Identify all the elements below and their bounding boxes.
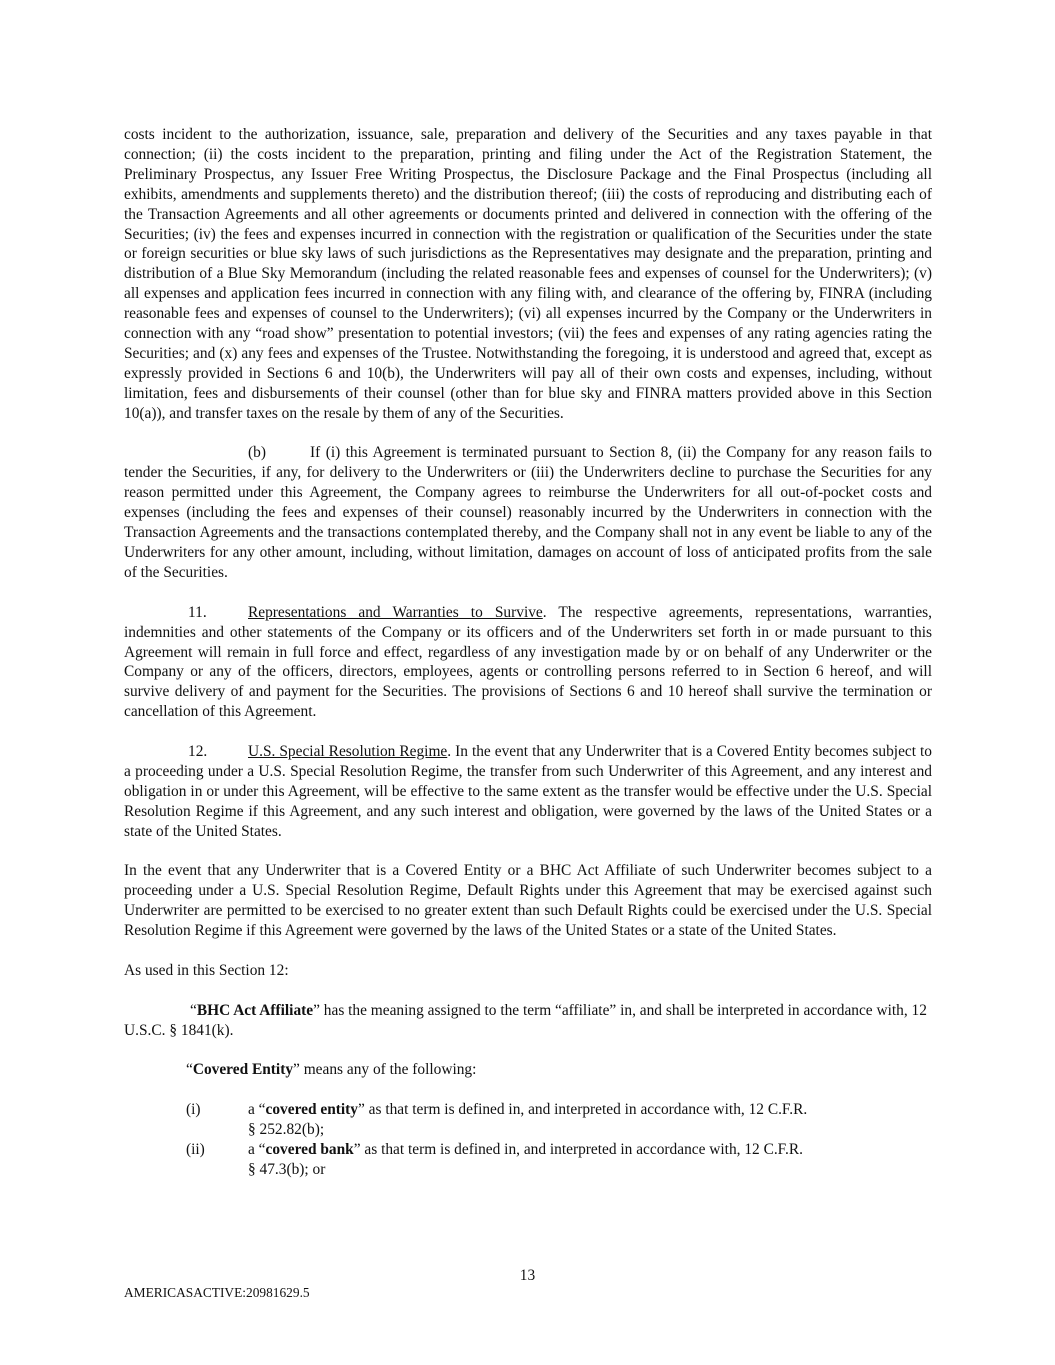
- definition-covered-text: ” means any of the following:: [293, 1061, 477, 1079]
- list-item-ii-line2: § 47.3(b); or: [248, 1161, 326, 1178]
- definition-bhc-open-quote: “: [190, 1001, 197, 1019]
- section-11-number: 11.: [188, 603, 207, 621]
- list-item-ii-term: covered bank: [265, 1141, 354, 1159]
- list-item-ii: [124, 1140, 932, 1180]
- list-item-i-line1: [248, 1100, 932, 1120]
- page-number: 13: [519, 1267, 536, 1284]
- section-11-text: . The respective agreements, representations, warranties, indemnities and other statements of the Company or its officers and of the Underwriters set forth in or made pursuant to this Agreement will remain in full force and effect, regardless of any investigation made by or on behalf of any Underwriter or the Company or any of the officers, directors, employees, agents or controlling persons referred to in Section 6 hereof, and will survive delivery of and payment for the Securities. The provisions of Sections 6 and 10 hereof shall survive the termination or cancellation of this Agreement.: [124, 603, 933, 721]
- paragraph-b-text: If (i) this Agreement is terminated pursuant to Section 8, (ii) the Company for any reason fails to tender the Securities, if any, for delivery to the Underwriters or (iii) the Underwriters decline to purchase the Securities for any reason permitted under this Agreement, the Company agrees to reimburse the Underwriters for all out-of-pocket costs and expenses (including the fees and expenses of their counsel) reasonably incurred by the Underwriters in connection with the Transaction Agreements and the transactions contemplated thereby, and the Company shall not in any event be liable to any of the Underwriters for any other amount, including, without limitation, damages on account of loss of anticipated profits from the sale of the Securities.: [124, 444, 932, 581]
- section-12-text: . In the event that any Underwriter that is a Covered Entity becomes subject to a proceeding under a U.S. Special Resolution Regime, the transfer from such Underwriter of this Agreement, and any interest and obligation in or under this Agreement, will be effective to the same extent as the transfer would be effective under the U.S. Special Resolution Regime if this Agreement, and any such interest and obligation, were governed by the laws of the United States or a state of the United States.: [124, 743, 932, 840]
- section-11: [124, 603, 932, 722]
- definition-bhc-term: BHC Act Affiliate: [196, 1001, 314, 1019]
- definition-covered-entity: [124, 1060, 932, 1080]
- definition-bhc-act-affiliate: [124, 1001, 932, 1041]
- paragraph-b: [124, 443, 932, 582]
- definition-bhc-text: ” has the meaning assigned to the term “affiliate” in, and shall be interpreted in accordance with, 12 U.S.C. § 1841(k).: [124, 1001, 927, 1039]
- definition-covered-open-quote: “: [186, 1061, 193, 1079]
- list-item-i-line2: § 252.82(b);: [248, 1121, 325, 1139]
- definition-covered-term: Covered Entity: [192, 1061, 294, 1079]
- paragraph-default-rights: In the event that any Underwriter that is a Covered Entity or a BHC Act Affiliate of such Underwriter becomes subject to a proceeding under a U.S. Special Resolution Regime, Default Rights under this Agreement that may be exercised against such Underwriter are permitted to be exercised to no greater extent than such Default Rights could be exercised under the U.S. Special Resolution Regime if this Agreement were governed by the laws of the United States or a state of the United States.: [124, 862, 932, 940]
- section-12-heading: U.S. Special Resolution Regime: [248, 743, 448, 761]
- list-item-ii-pre: a “: [248, 1141, 266, 1159]
- list-item-i: [124, 1100, 932, 1140]
- paragraph-b-label: (b): [248, 444, 266, 462]
- section-12-number: 12.: [188, 743, 208, 761]
- section-12: [124, 742, 932, 842]
- document-id: AMERICASACTIVE:20981629.5: [124, 1285, 310, 1300]
- list-item-ii-number: (ii): [186, 1141, 205, 1159]
- list-item-i-post: ” as that term is defined in, and interpreted in accordance with, 12 C.F.R.: [357, 1101, 808, 1119]
- list-item-i-number: (i): [186, 1101, 201, 1119]
- document-body: [124, 125, 932, 1180]
- list-item-i-term: covered entity: [265, 1101, 358, 1119]
- paragraph-as-used: As used in this Section 12:: [124, 961, 289, 979]
- list-item-ii-post: ” as that term is defined in, and interpreted in accordance with, 12 C.F.R.: [353, 1141, 803, 1159]
- list-item-i-pre: a “: [248, 1101, 266, 1119]
- list-item-ii-line1: [248, 1140, 932, 1160]
- paragraph-costs: costs incident to the authorization, issuance, sale, preparation and delivery of the Securities and any taxes payable in that connection; (ii) the costs incident to the preparation, printing and filing under the Act of the Registration Statement, the Preliminary Prospectus, any Issuer Free Writing Prospectus, the Disclosure Package and the Final Prospectus (including all exhibits, amendments and supplements thereto) and the distribution thereof; (iii) the costs of reproducing and distributing each of the Transaction Agreements and all other agreements or documents printed and delivered in connection with the offering of the Securities; (iv) the fees and expenses incurred in connection with the registration or qualification of the Securities under the state or foreign securities or blue sky laws of such jurisdictions as the Representatives may designate and the preparation, printing and distribution of a Blue Sky Memorandum (including the related reasonable fees and expenses of counsel for the Underwriters); (v) all expenses and application fees incurred in connection with any filing with, and clearance of the offering by, FINRA (including reasonable fees and expenses of counsel to the Underwriters); (vi) all expenses incurred by the Company or the Underwriters in connection with any “road show” presentation to potential investors; (vii) the fees and expenses of any rating agencies rating the Securities; and (x) any fees and expenses of the Trustee. Notwithstanding the foregoing, it is understood and agreed that, except as expressly provided in Sections 6 and 10(b), the Underwriters will pay all of their own costs and expenses, including, without limitation, fees and disbursements of their counsel (other than for blue sky and FINRA matters provided above in this Section 10(a)), and transfer taxes on the resale by them of any of the Securities.: [124, 126, 932, 422]
- section-11-heading: Representations and Warranties to Survive: [248, 603, 543, 621]
